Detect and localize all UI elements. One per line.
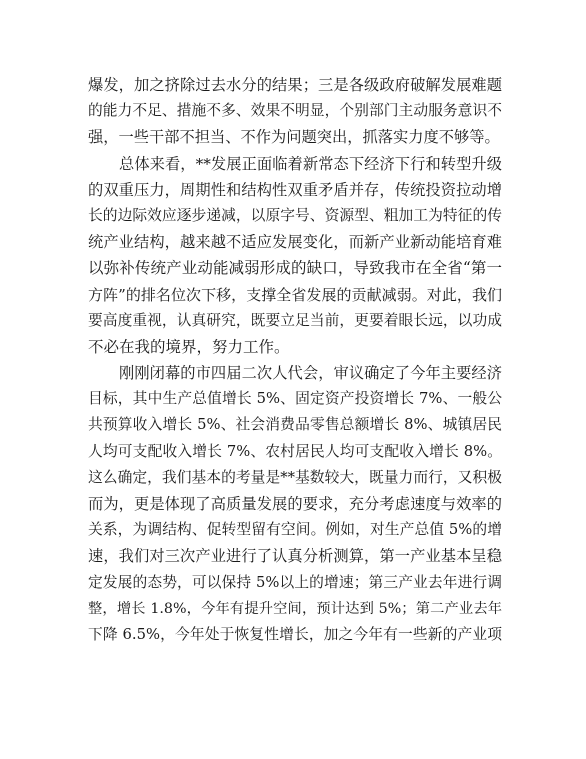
text-line: 长的边际效应逐步递减，以原字号、资源型、粗加工为特征的传	[88, 206, 502, 224]
text-line: 而为，更是体现了高质量发展的要求，充分考虑速度与效率的	[88, 495, 502, 513]
text-line: 不必在我的境界，努力工作。	[88, 337, 290, 356]
text-line: 的双重压力，周期性和结构性双重矛盾并存，传统投资拉动增	[88, 180, 502, 199]
paragraph-2	[88, 151, 502, 361]
text-line: 定发展的态势，可以保持 5%以上的增速；第三产业去年进行调	[88, 573, 502, 591]
text-line: 下降 6.5%，今年处于恢复性增长，加之今年有一些新的产业项	[88, 625, 502, 643]
text-line: 统产业结构，越来越不适应发展变化，而新产业新动能培育难	[88, 233, 502, 252]
text-line: 强，一些干部不担当、不作为问题突出，抓落实力度不够等。	[88, 128, 500, 147]
body-text	[88, 72, 502, 648]
text-line: 刚刚闭幕的市四届二次人代会，审议确定了今年主要经济	[119, 364, 502, 383]
text-line: 关系，为调结构、促转型留有空间。例如，对生产总值 5%的增	[88, 521, 502, 539]
text-line: 以弥补传统产业动能减弱形成的缺口，导致我市在全省“第一	[88, 259, 502, 278]
paragraph-3	[88, 360, 502, 648]
text-line: 的能力不足、措施不多、效果不明显，个别部门主动服务意识不	[88, 102, 502, 120]
text-line: 总体来看，**发展正面临着新常态下经济下行和转型升级	[119, 154, 502, 173]
text-line: 共预算收入增长 5%、社会消费品零售总额增长 8%、城镇居民	[88, 416, 502, 434]
text-line: 爆发，加之挤除过去水分的结果；三是各级政府破解发展难题	[88, 76, 502, 94]
text-line: 要高度重视，认真研究，既要立足当前，更要着眼长远，以功成	[88, 311, 502, 329]
text-line: 目标，其中生产总值增长 5%、固定资产投资增长 7%、一般公	[88, 390, 502, 408]
text-line: 整，增长 1.8%，今年有提升空间，预计达到 5%；第二产业去年	[88, 600, 502, 617]
text-line: 方阵”的排名位次下移，支撑全省发展的贡献减弱。对此，我们	[88, 285, 502, 304]
text-line: 这么确定，我们基本的考量是**基数较大，既量力而行，又积极	[88, 468, 502, 486]
paragraph-1	[88, 72, 502, 151]
text-line: 速，我们对三次产业进行了认真分析测算，第一产业基本呈稳	[88, 547, 502, 566]
text-line: 人均可支配收入增长 7%、农村居民人均可支配收入增长 8%。	[88, 442, 502, 460]
